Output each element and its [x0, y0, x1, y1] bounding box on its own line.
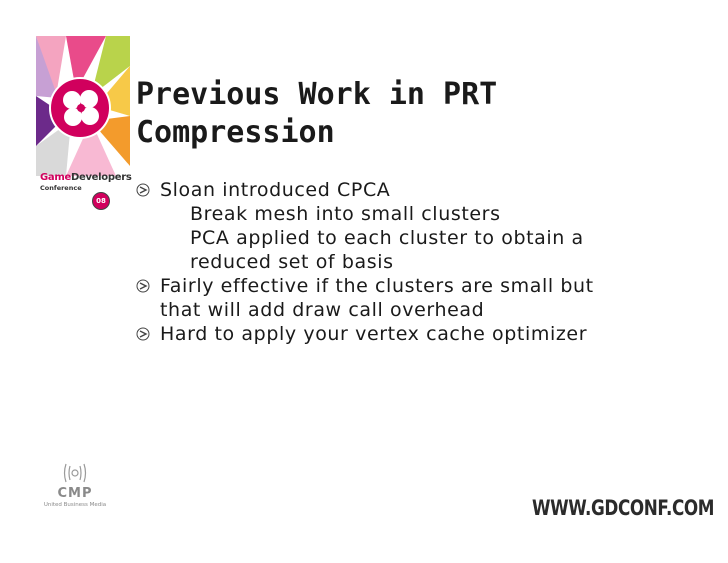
gdc-conference-label: Conference	[40, 184, 82, 192]
gdc-year-badge: 08	[92, 192, 110, 210]
bullet-text-line-2: that will add draw call overhead	[160, 299, 485, 321]
sub-bullet-item	[136, 226, 656, 274]
arrow-bullet-icon	[136, 279, 150, 293]
title-line-2: Compression	[136, 115, 335, 150]
sub-bullet-text-line-2: reduced set of basis	[190, 251, 394, 273]
cmp-emblem-icon	[62, 462, 88, 484]
arrow-bullet-icon	[136, 327, 150, 341]
cmp-logo-block	[40, 462, 110, 508]
gdc-logo-graphic	[36, 36, 130, 176]
decorative-sidebar	[36, 36, 130, 528]
gdc-game-label: Game	[40, 172, 71, 183]
title-line-1: Previous Work in PRT	[136, 77, 498, 112]
gdc-brand	[40, 172, 132, 205]
sub-bullet-text-line-1: PCA applied to each cluster to obtain a	[190, 227, 584, 249]
bullet-list	[136, 178, 656, 346]
gdc-developers-label: Developers	[70, 172, 132, 183]
bullet-item	[136, 178, 656, 202]
cmp-name: CMP	[57, 486, 93, 501]
gdc-wordmark	[40, 172, 130, 183]
cmp-subtitle: United Business Media	[43, 502, 107, 508]
bullet-text: Hard to apply your vertex cache optimizer	[160, 323, 588, 345]
footer-url: WWW.GDCONF.COM	[532, 496, 715, 520]
bullet-text-line-1: Fairly effective if the clusters are small but	[160, 275, 594, 297]
bullet-item	[136, 274, 656, 322]
bullet-item	[136, 322, 656, 346]
sub-bullet-item	[136, 202, 656, 226]
slide-title	[136, 76, 656, 152]
arrow-bullet-icon	[136, 183, 150, 197]
bullet-text: Sloan introduced CPCA	[160, 179, 391, 201]
sub-bullet-text: Break mesh into small clusters	[190, 203, 501, 225]
